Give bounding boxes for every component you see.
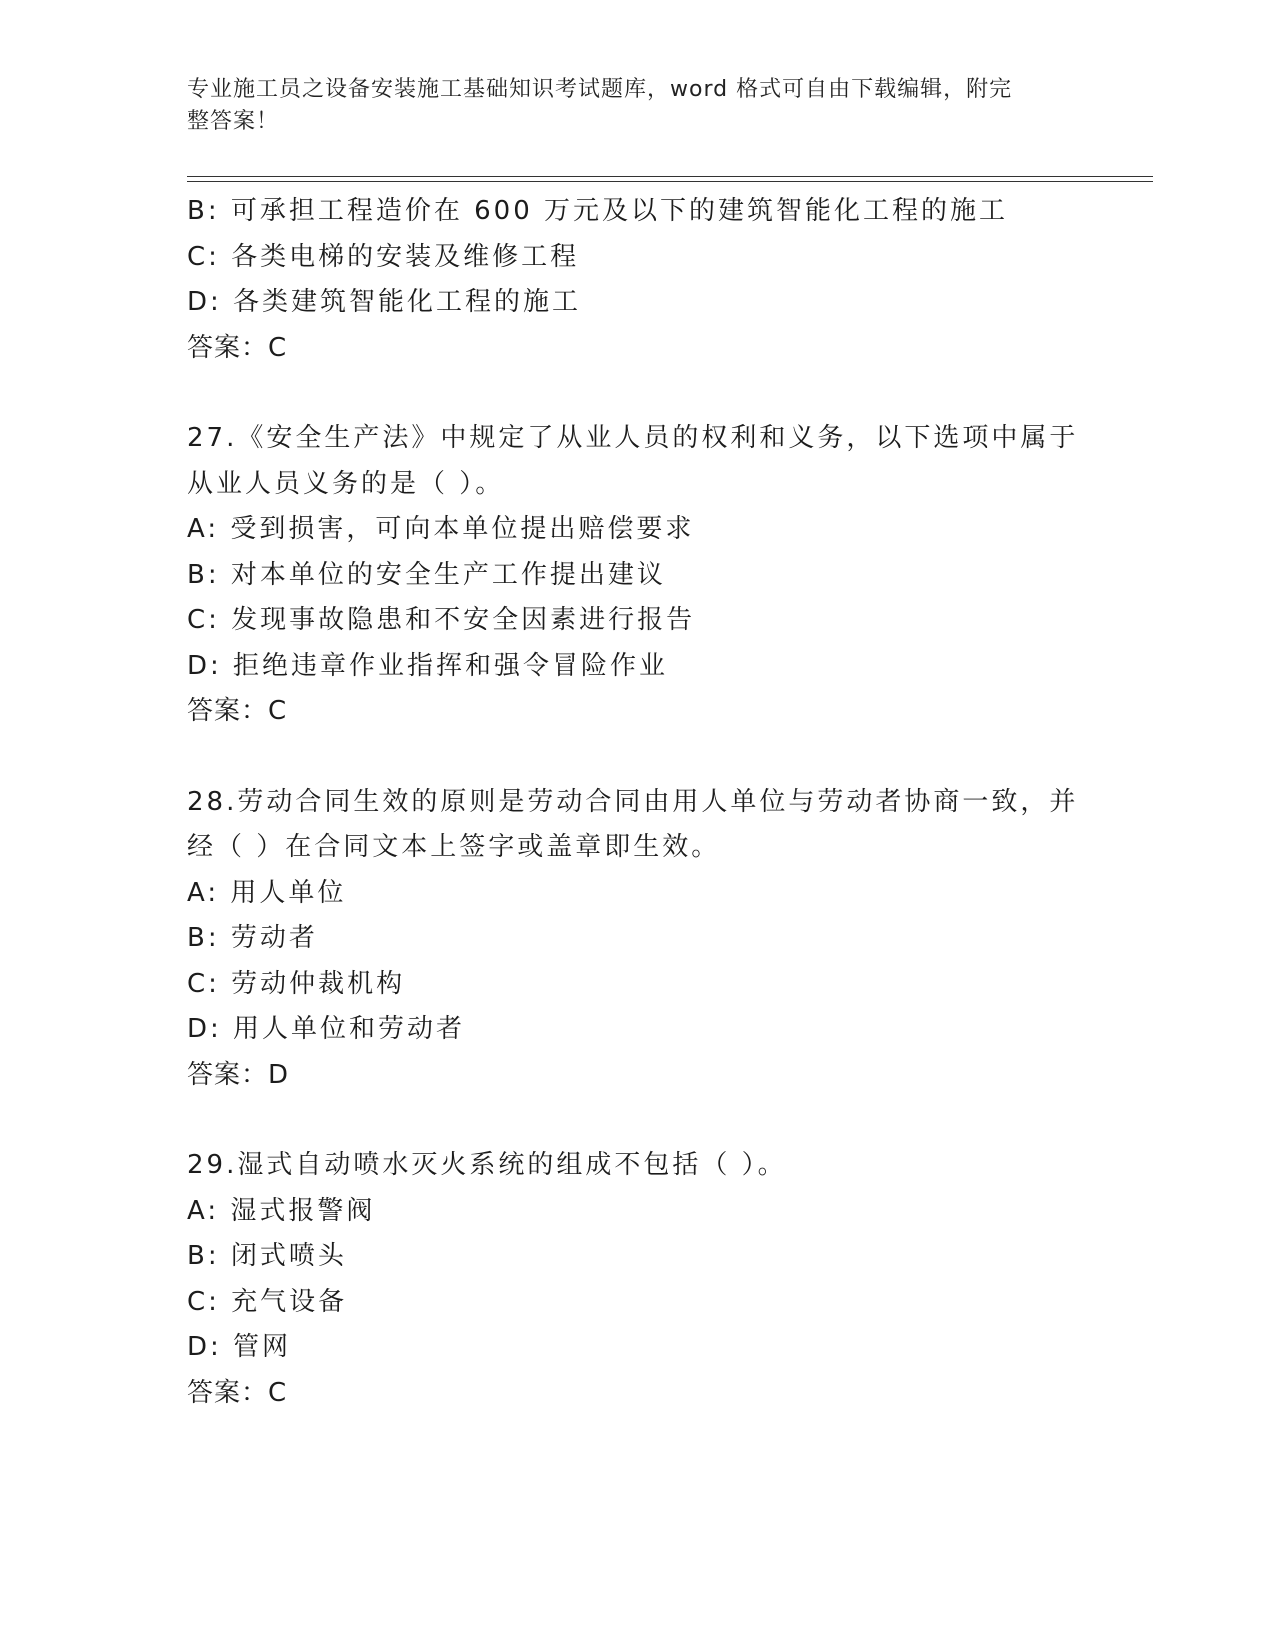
question-block-28 <box>187 780 1087 1099</box>
option-b: B: 对本单位的安全生产工作提出建议 <box>187 559 666 590</box>
answer: 答案：C <box>187 1377 288 1408</box>
header-line-1: 专业施工员之设备安装施工基础知识考试题库，word 格式可自由下载编辑，附完 <box>187 77 1013 102</box>
option-b: B: 可承担工程造价在 600 万元及以下的建筑智能化工程的施工 <box>187 196 1009 226</box>
question-block-27 <box>187 416 1087 735</box>
question-text-line-1: 27.《安全生产法》中规定了从业人员的权利和义务，以下选项中属于 <box>187 423 1079 453</box>
header-line-2: 整答案！ <box>187 109 280 134</box>
question-list <box>187 189 1087 1416</box>
option-d: D: 各类建筑智能化工程的施工 <box>187 287 582 317</box>
option-a: A: 用人单位 <box>187 877 347 908</box>
option-a: A: 湿式报警阀 <box>187 1195 376 1226</box>
option-d: D: 管网 <box>187 1332 292 1362</box>
question-text-line-2: 从业人员义务的是（ ）。 <box>187 468 505 499</box>
page-header <box>187 74 1067 138</box>
question-block-26 <box>187 189 1087 371</box>
answer: 答案：C <box>187 696 288 726</box>
option-b: B: 劳动者 <box>187 923 318 953</box>
option-a: A: 受到损害，可向本单位提出赔偿要求 <box>187 514 695 544</box>
option-d: D: 用人单位和劳动者 <box>187 1014 466 1044</box>
question-text-line-2: 经（ ）在合同文本上签字或盖章即生效。 <box>187 832 721 862</box>
option-c: C: 发现事故隐患和不安全因素进行报告 <box>187 605 696 635</box>
answer: 答案：D <box>187 1059 290 1090</box>
header-rule-top <box>187 176 1153 177</box>
option-c: C: 充气设备 <box>187 1286 348 1317</box>
option-c: C: 劳动仲裁机构 <box>187 968 406 999</box>
option-d: D: 拒绝违章作业指挥和强令冒险作业 <box>187 650 669 681</box>
question-text-line-1: 29.湿式自动喷水灭火系统的组成不包括（ ）。 <box>187 1150 787 1180</box>
question-text-line-1: 28.劳动合同生效的原则是劳动合同由用人单位与劳动者协商一致，并 <box>187 786 1079 817</box>
option-c: C: 各类电梯的安装及维修工程 <box>187 241 580 272</box>
spacer <box>187 735 1087 780</box>
header-rule-bottom <box>187 181 1153 182</box>
spacer <box>187 371 1087 416</box>
answer: 答案：C <box>187 332 288 363</box>
option-b: B: 闭式喷头 <box>187 1241 347 1271</box>
spacer <box>187 1098 1087 1143</box>
question-block-29 <box>187 1143 1087 1416</box>
